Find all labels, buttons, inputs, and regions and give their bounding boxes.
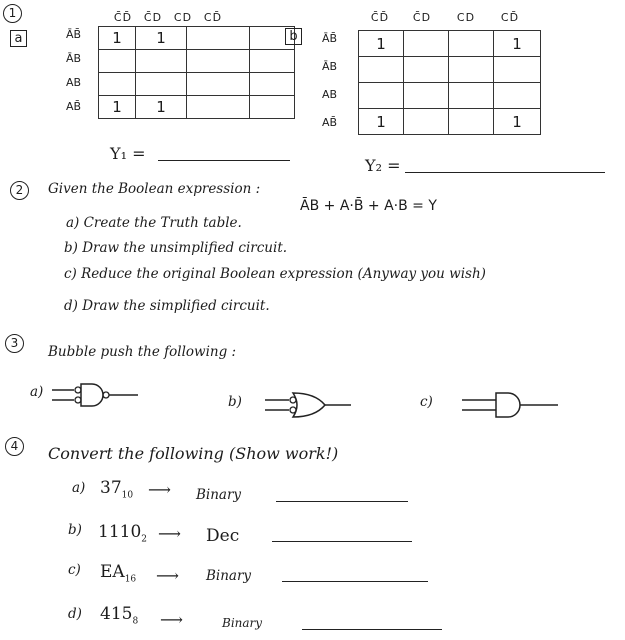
q4-item-b-answer-line[interactable]	[272, 541, 412, 542]
q3-prompt: Bubble push the following :	[48, 344, 237, 360]
arrow-right-icon: ⟶	[160, 610, 183, 629]
kmap-b-row-header: AB	[322, 88, 338, 101]
kmap-a-cell[interactable]: 1	[99, 27, 136, 50]
q2-expression: ĀB + A·B̄ + A·B = Y	[300, 198, 437, 214]
kmap-b-row-header: ĀB	[322, 60, 338, 73]
part-b-label: b	[285, 28, 302, 45]
q4-item-d-base: 8	[132, 616, 139, 627]
q4-item-d-label: d)	[68, 606, 82, 622]
kmap-a-column-headers	[108, 11, 228, 24]
q4-item-d-value: 415	[100, 604, 133, 624]
question-4-number: 4	[5, 437, 24, 456]
q4-item-c-value: EA	[100, 562, 125, 582]
q2-item-c: c) Reduce the original Boolean expression (Anyway you wish)	[64, 266, 486, 282]
question-2-number: 2	[10, 181, 29, 200]
question-3-number: 3	[5, 334, 24, 353]
q4-item-c-target: Binary	[206, 568, 252, 584]
q4-item-d-answer-line[interactable]	[302, 629, 442, 630]
kmap-b-cell[interactable]	[494, 83, 541, 109]
kmap-b-cell[interactable]	[449, 57, 494, 83]
kmap-b-cell[interactable]	[359, 57, 404, 83]
kmap-b-cell[interactable]	[404, 109, 449, 135]
kmap-b-cell[interactable]	[359, 83, 404, 109]
y2-label: Y₂ =	[365, 156, 401, 175]
kmap-b-row-header: ĀB̄	[322, 32, 338, 45]
kmap-a-grid	[98, 26, 295, 119]
y1-answer-line[interactable]	[158, 160, 290, 161]
kmap-a-cell[interactable]: 1	[136, 27, 187, 50]
q4-prompt: Convert the following (Show work!)	[48, 444, 339, 463]
y2-answer-line[interactable]	[405, 172, 605, 173]
kmap-a-cell[interactable]	[187, 27, 250, 50]
q4-item-b-value: 1110	[98, 522, 142, 542]
kmap-a-cell[interactable]: 1	[136, 96, 187, 119]
q4-item-c-number	[100, 562, 136, 584]
kmap-b-cell[interactable]: 1	[494, 31, 541, 57]
kmap-b-cell[interactable]: 1	[359, 31, 404, 57]
q4-item-d-target: Binary	[222, 616, 263, 630]
kmap-a-cell[interactable]	[136, 73, 187, 96]
kmap-a-row-header: AB	[66, 76, 82, 89]
q4-item-a-answer-line[interactable]	[276, 501, 408, 502]
kmap-a-col-header: CD	[173, 11, 193, 24]
kmap-b-column-headers	[360, 11, 532, 24]
q4-item-a-number	[100, 478, 133, 500]
kmap-a-cell[interactable]	[250, 73, 295, 96]
kmap-b-col-header: C̄D	[412, 11, 432, 24]
q2-item-a: a) Create the Truth table.	[66, 215, 242, 231]
or-gate-inverted-inputs-icon	[265, 390, 355, 420]
kmap-b-cell[interactable]	[404, 83, 449, 109]
y1-label: Y₁ =	[110, 144, 146, 163]
kmap-a-cell[interactable]	[187, 50, 250, 73]
q4-item-c-answer-line[interactable]	[282, 581, 428, 582]
q4-item-d-number	[100, 604, 138, 626]
kmap-a-col-header: CD̄	[203, 11, 223, 24]
kmap-a-cell[interactable]	[250, 96, 295, 119]
q4-item-a-label: a)	[72, 480, 86, 496]
q2-item-b: b) Draw the unsimplified circuit.	[64, 240, 288, 256]
kmap-a-cell[interactable]	[136, 50, 187, 73]
kmap-b-cell[interactable]: 1	[359, 109, 404, 135]
kmap-b-grid	[358, 30, 541, 135]
kmap-a-cell[interactable]	[99, 50, 136, 73]
and-gate-icon	[462, 390, 562, 420]
q4-item-a-target: Binary	[196, 487, 242, 503]
kmap-a-row-header: AB̄	[66, 100, 82, 113]
q4-item-a-value: 37	[100, 478, 122, 498]
q4-item-b-number	[98, 522, 147, 544]
part-a-label: a	[10, 30, 27, 47]
kmap-b-cell[interactable]	[404, 31, 449, 57]
kmap-a-col-header: C̄D	[143, 11, 163, 24]
kmap-a-col-header: C̄D̄	[113, 11, 133, 24]
arrow-right-icon: ⟶	[156, 566, 179, 585]
kmap-a-row-header: ĀB	[66, 52, 82, 65]
arrow-right-icon: ⟶	[158, 524, 181, 543]
arrow-right-icon: ⟶	[148, 480, 171, 499]
q2-item-d: d) Draw the simplified circuit.	[64, 298, 270, 314]
kmap-b-cell[interactable]	[494, 57, 541, 83]
kmap-a-cell[interactable]	[250, 50, 295, 73]
kmap-b-cell[interactable]: 1	[494, 109, 541, 135]
q2-prompt: Given the Boolean expression :	[48, 181, 261, 197]
kmap-b-cell[interactable]	[449, 31, 494, 57]
kmap-a-cell[interactable]: 1	[99, 96, 136, 119]
kmap-a-row-header: ĀB̄	[66, 28, 82, 41]
q4-item-b-base: 2	[141, 534, 147, 545]
kmap-b-col-header: CD̄	[500, 11, 520, 24]
kmap-b-cell[interactable]	[449, 83, 494, 109]
q4-item-b-target: Dec	[206, 526, 240, 546]
kmap-b-row-header: AB̄	[322, 116, 338, 129]
q4-item-c-label: c)	[68, 562, 81, 578]
q3-item-b-label: b)	[228, 394, 242, 410]
kmap-b-col-header: CD	[456, 11, 476, 24]
kmap-a-cell[interactable]	[187, 73, 250, 96]
q3-item-a-label: a)	[30, 384, 44, 400]
kmap-b-cell[interactable]	[404, 57, 449, 83]
kmap-a-cell[interactable]	[187, 96, 250, 119]
q4-item-b-label: b)	[68, 522, 82, 538]
and-gate-inverted-inputs-inverted-output-icon	[52, 381, 142, 409]
kmap-b-cell[interactable]	[449, 109, 494, 135]
kmap-a-cell[interactable]	[99, 73, 136, 96]
q4-item-a-base: 10	[121, 490, 134, 501]
q3-item-c-label: c)	[420, 394, 433, 410]
kmap-b-col-header: C̄D̄	[370, 11, 390, 24]
question-1-number: 1	[3, 4, 22, 23]
q4-item-c-base: 16	[124, 574, 137, 585]
